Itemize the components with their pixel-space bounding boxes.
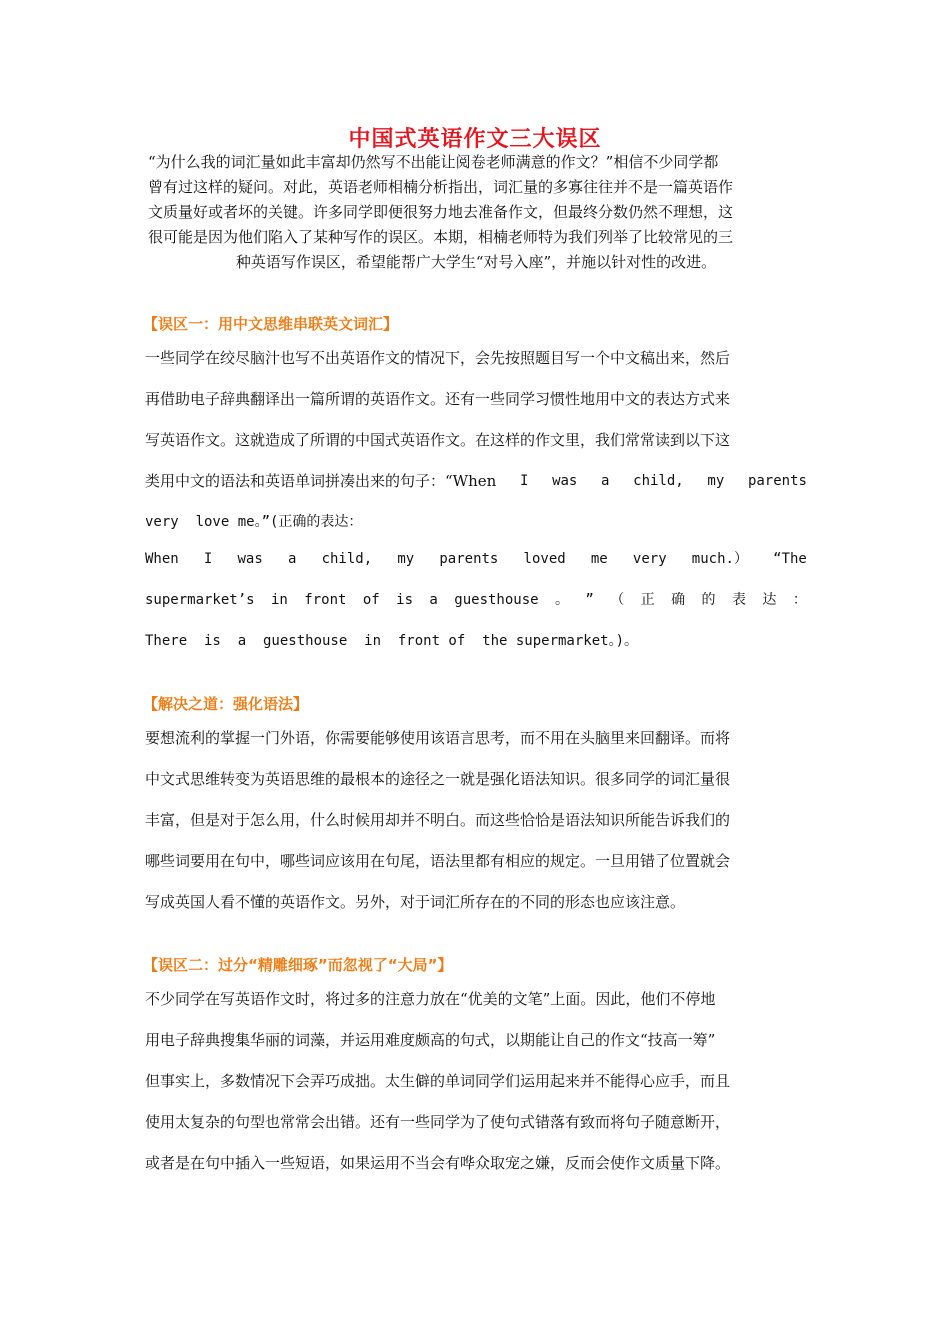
word: in <box>271 592 288 608</box>
intro-line: 曾有过这样的疑问。对此，英语老师相楠分析指出，词汇量的多寡往往并不是一篇英语作 <box>148 178 734 196</box>
word: 表 <box>731 592 746 608</box>
english-word: a <box>287 551 297 567</box>
body-line: 再借助电子辞典翻译出一篇所谓的英语作文。还有一些同学习惯性地用中文的表达方式来 <box>145 390 731 408</box>
english-word: was <box>237 551 263 567</box>
body-line: 或者是在句中插入一些短语，如果运用不当会有哗众取宠之嫌，反而会使作文质量下降。 <box>145 1154 731 1172</box>
english-word: I <box>203 551 213 567</box>
word: guesthouse <box>454 592 539 608</box>
example-line: There is a guesthouse in front of the supermarket。)。 <box>145 633 639 649</box>
word: front <box>304 592 347 608</box>
english-word: a <box>601 473 610 489</box>
body-line: 写成英国人看不懂的英语作文。另外，对于词汇所存在的不同的形态也应该注意。 <box>145 893 686 911</box>
example-line <box>145 580 807 621</box>
line-segment: 类用中文的语法和英语单词拼凑出来的句子：“When <box>145 472 497 490</box>
english-word: child, <box>633 473 684 489</box>
body-line: 丰富，但是对于怎么用，什么时候用却并不明白。而这些恰恰是语法知识所能告诉我们的 <box>145 811 731 829</box>
english-word: When <box>145 551 179 567</box>
example-line <box>145 539 807 580</box>
section-heading-mistake-2: 【误区二：过分“精雕细琢”而忽视了“大局”】 <box>143 956 453 974</box>
section-1-body <box>145 338 807 543</box>
section-2-body <box>145 718 807 923</box>
english-word: me <box>590 551 608 567</box>
intro-line: 文质量好或者坏的关键。许多同学即便很努力地去准备作文，但最终分数仍然不理想，这 <box>148 203 734 221</box>
english-word: my <box>397 551 415 567</box>
body-line: 要想流利的掌握一门外语，你需要能够使用该语言思考，而不用在头脑里来回翻译。而将 <box>145 729 731 747</box>
section-1-examples <box>145 539 807 662</box>
word: 达 <box>762 592 777 608</box>
section-heading-solution: 【解决之道：强化语法】 <box>143 695 309 713</box>
intro-paragraph <box>148 150 804 275</box>
intro-line: 种英语写作误区，希望能帮广大学生“对号入座”，并施以针对性的改进。 <box>235 253 717 271</box>
word: 。 <box>555 592 569 608</box>
word: （ <box>610 592 625 608</box>
english-word: much.） <box>691 551 748 567</box>
intro-line: 很可能是因为他们陷入了某种写作的误区。本期，相楠老师特为我们列举了比较常见的三 <box>148 228 734 246</box>
word: supermarket’s <box>145 592 255 608</box>
body-line: 但事实上，多数情况下会弄巧成拙。太生僻的单词同学们运用起来并不能得心应手，而且 <box>145 1072 731 1090</box>
word: ： <box>792 592 807 608</box>
body-line-mixed <box>145 461 807 502</box>
body-line: 哪些词要用在句中，哪些词应该用在句尾，语法里都有相应的规定。一旦用错了位置就会 <box>145 852 731 870</box>
english-word: loved <box>523 551 566 567</box>
body-line-example: very love me。”(正确的表达： <box>145 514 363 530</box>
body-line: 用电子辞典搜集华丽的词藻，并运用难度颇高的句式，以期能让自己的作文“技高一筹” <box>145 1031 716 1049</box>
english-word: was <box>552 473 578 489</box>
body-line: 不少同学在写英语作文时，将过多的注意力放在“优美的文笔”上面。因此，他们不停地 <box>145 990 716 1008</box>
body-line: 写英语作文。这就造成了所谓的中国式英语作文。在这样的作文里，我们常常读到以下这 <box>145 431 731 449</box>
english-word: parents <box>439 551 499 567</box>
word: is <box>396 592 413 608</box>
english-word: my <box>707 473 725 489</box>
english-word: I <box>519 473 529 489</box>
english-word: “The <box>773 551 807 567</box>
section-3-body <box>145 979 807 1184</box>
section-heading-mistake-1: 【误区一：用中文思维串联英文词汇】 <box>143 315 399 333</box>
body-line: 中文式思维转变为英语思维的最根本的途径之一就是强化语法知识。很多同学的词汇量很 <box>145 770 731 788</box>
word: of <box>362 592 380 608</box>
body-line: 一些同学在绞尽脑汁也写不出英语作文的情况下，会先按照题目写一个中文稿出来，然后 <box>145 349 731 367</box>
word: 确 <box>671 592 686 608</box>
word: a <box>429 592 438 608</box>
body-line: 使用太复杂的句型也常常会出错。还有一些同学为了使句式错落有致而将句子随意断开， <box>145 1113 731 1131</box>
english-word: parents <box>747 473 807 489</box>
word: ” <box>585 592 594 608</box>
intro-line: “为什么我的词汇量如此丰富却仍然写不出能让阅卷老师满意的作文？”相信不少同学都 <box>148 153 719 171</box>
word: 正 <box>640 592 655 608</box>
english-word: very <box>632 551 667 567</box>
document-title: 中国式英语作文三大误区 <box>348 127 602 152</box>
english-word: child, <box>321 551 373 567</box>
word: 的 <box>701 592 716 608</box>
